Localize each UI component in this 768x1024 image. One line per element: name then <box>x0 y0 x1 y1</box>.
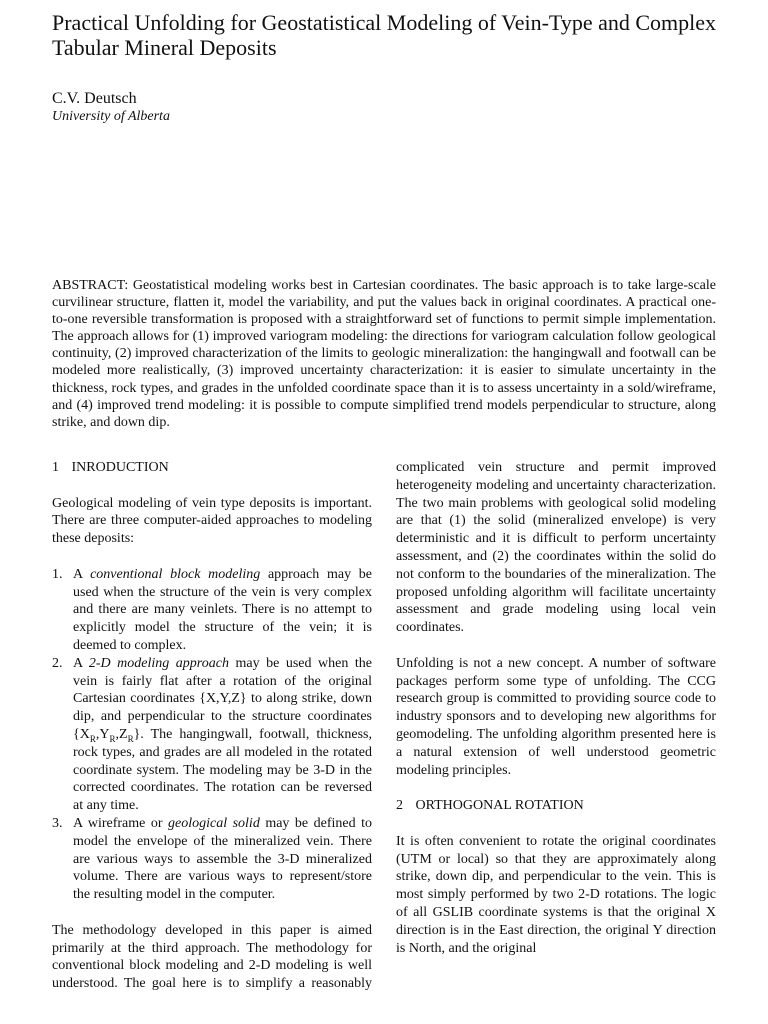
left-column <box>52 459 372 1011</box>
section-2-number: 2 <box>396 798 403 814</box>
list-item-text: A wireframe or <box>73 815 168 831</box>
unfolding-paragraph: Unfolding is not a new concept. A number of software packages perform some type of unfolding. The CCG research group is committed to providing source code to industry sponsors and to developing new algorithms for geomodeling. The unfolding algorithm presented here is a natural extension of well understood geometric modeling principles. <box>396 655 716 778</box>
list-item-text: A <box>73 655 89 671</box>
list-item-text: approach may be used when the structure of the vein is very complex and there are many veinlets. There is no attempt to explicitly model the structure of the vein; it is deemed to complex. <box>73 566 373 653</box>
rotation-paragraph: It is often convenient to rotate the original coordinates (UTM or local) so that they are approximately along strike, down dip, and perpendicular to the vein. This is most simply performed by two 2-D rotations. The logic of all GSLIB coordinate systems is that the original X direction is in the East direction, the original Y direction is North, and the original <box>396 833 716 956</box>
list-item-text: }. The hangingwall, footwall, thickness, rock types, and grades are all modeled in the rotated coordinate system. The modeling may be 3-D in the corrected coordinates. The rotation can be reversed at any time. <box>73 726 372 814</box>
intro-paragraph: Geological modeling of vein type deposits is important. There are three computer-aided approaches to modeling these deposits: <box>52 495 372 547</box>
author-name: C.V. Deutsch <box>52 90 137 107</box>
list-item-text: may be defined to model the envelope of the mineralized vein. There are various ways to assemble the 3-D mineralized volume. There are various ways to represent/store the resulting model in the computer. <box>73 815 372 903</box>
subscript: R <box>109 733 116 744</box>
list-marker: 1. <box>52 566 63 582</box>
list-marker: 3. <box>52 815 63 831</box>
section-2-heading <box>396 797 716 815</box>
list-item <box>52 566 372 655</box>
list-item-emphasis: geological solid <box>168 815 260 831</box>
list-item <box>52 815 372 904</box>
list-item-text: ,Y <box>95 726 110 742</box>
section-2-title: ORTHOGONAL ROTATION <box>415 798 584 814</box>
section-1-title: INRODUCTION <box>71 460 169 475</box>
subscript: R <box>127 733 134 744</box>
abstract: ABSTRACT: Geostatistical modeling works best in Cartesian coordinates. The basic approach is to take large-scale curvilinear structure, flatten it, model the variability, and put the values back in original coordinates. A practical one-to-one reversible transformation is proposed with a straightforward set of functions to permit simple implementation. The approach allows for (1) improved variogram modeling: the directions for variogram calculation follow geological continuity, (2) improved characterization of the limits to geologic mineralization: the hangingwall and footwall can be modeled more realistically, (3) improved uncertainty characterization: it is easier to simulate uncertainty in the thickness, rock types, and grades in the unfolded coordinate space than it is to assess uncertainty in a sold/wireframe, and (4) improved trend modeling: it is possible to compute simplified trend models perpendicular to structure, along strike, and down dip. <box>52 278 716 430</box>
section-1-number: 1 <box>52 460 59 475</box>
list-item <box>52 655 372 815</box>
list-item-emphasis: 2-D modeling approach <box>88 655 229 671</box>
methodology-paragraph: The methodology developed in this paper is aimed primarily at the third approach. The methodology for conventional block modeling and 2-D modeling is well understood. The goal here is to simplify a reasonably <box>52 922 372 992</box>
approaches-list <box>52 566 372 904</box>
paper-title: Practical Unfolding for Geostatistical Modeling of Vein-Type and Complex Tabular Mineral Deposits <box>52 10 717 60</box>
subscript: R <box>89 733 96 744</box>
list-item-text: A <box>73 566 91 582</box>
list-item-emphasis: conventional block modeling <box>90 566 261 582</box>
right-column <box>396 459 716 975</box>
author-affiliation: University of Alberta <box>52 109 170 124</box>
methodology-paragraph-continued: complicated vein structure and permit improved heterogeneity modeling and uncertainty characterization. The two main problems with geological solid modeling are that (1) the solid (mineralized envelope) is very deterministic and it is difficult to perform uncertainty assessment, and (2) the coordinates within the solid do not conform to the boundaries of the mineralization. The proposed unfolding algorithm will facilitate uncertainty assessment and grade modeling using local vein coordinates. <box>396 460 716 636</box>
section-1-heading <box>52 459 372 477</box>
list-marker: 2. <box>52 655 63 671</box>
list-item-text: ,Z <box>115 726 128 742</box>
list-item-text: may be used when the vein is fairly flat after a rotation of the original Cartesian coordinates {X,Y,Z} to along strike, down dip, and perpendicular to the structure coordinates {X <box>73 655 372 742</box>
